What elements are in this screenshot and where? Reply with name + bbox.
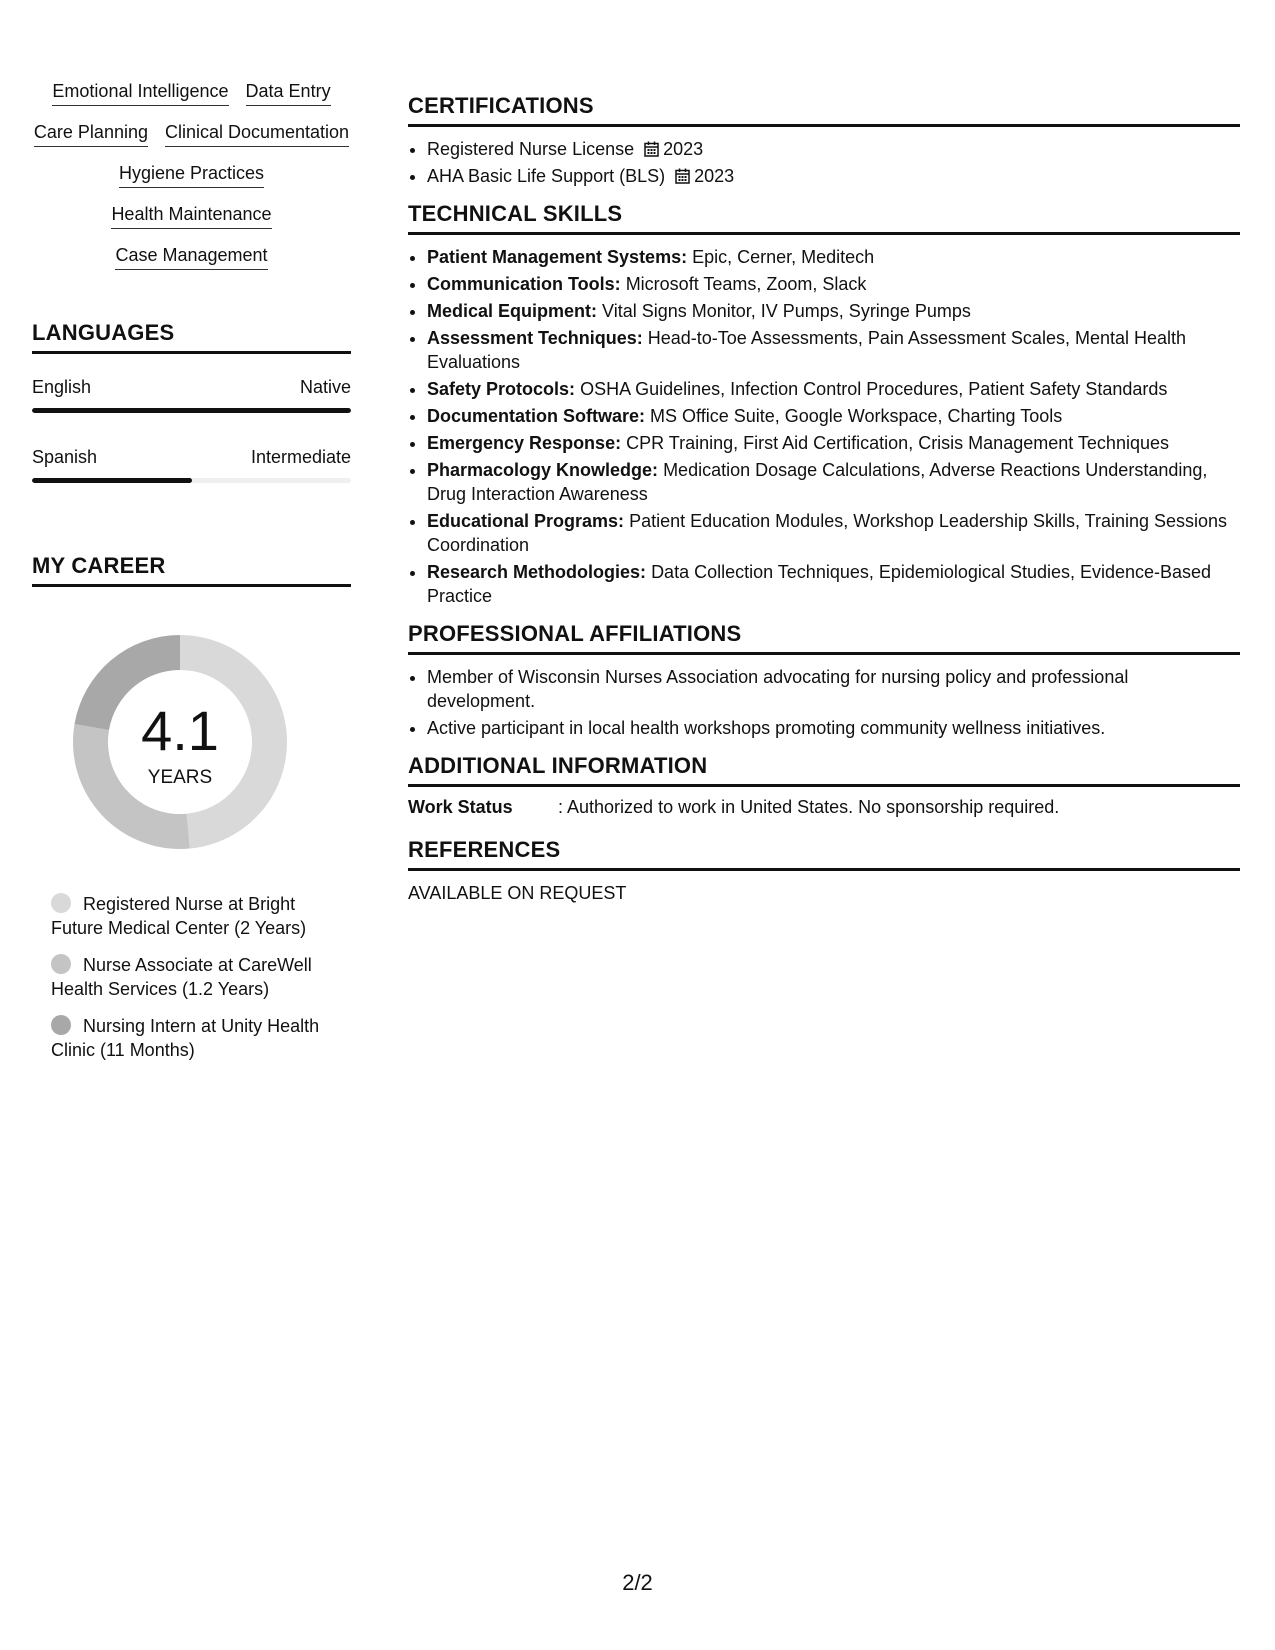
language-proficiency-bar <box>32 478 351 483</box>
legend-item <box>51 892 341 940</box>
skill-details: Vital Signs Monitor, IV Pumps, Syringe Pumps <box>602 301 971 321</box>
legend-item <box>51 1014 341 1062</box>
work-status-row <box>408 795 1240 819</box>
language-proficiency-bar <box>32 408 351 413</box>
language-spanish <box>32 446 351 483</box>
certification-year: 2023 <box>694 166 735 186</box>
certifications-list <box>408 137 1240 188</box>
certification-item <box>427 137 1240 161</box>
right-column <box>408 80 1240 905</box>
language-name: English <box>32 377 92 397</box>
skill-category: Assessment Techniques: <box>427 328 643 348</box>
references-title: REFERENCES <box>408 837 1240 871</box>
technical-skill-item <box>427 458 1240 506</box>
technical-skill-item <box>427 404 1240 428</box>
certification-year: 2023 <box>663 139 704 159</box>
left-column <box>32 80 351 1075</box>
career-title: MY CAREER <box>32 553 351 587</box>
career-unit: YEARS <box>147 767 213 788</box>
references-text: AVAILABLE ON REQUEST <box>408 883 627 903</box>
skill-tag: Case Management <box>115 244 267 270</box>
certification-name: AHA Basic Life Support (BLS) <box>427 166 666 186</box>
page-number: 2/2 <box>622 1570 653 1595</box>
legend-label: Nurse Associate at CareWell Health Services (1.2 Years) <box>51 955 312 999</box>
affiliation-item: • Active participant in local health workshops promoting community wellness initiatives. <box>427 716 1240 740</box>
skill-details: Data Collection Techniques, Epidemiological Studies, Evidence-Based Practice <box>427 562 1212 606</box>
skill-details: Head-to-Toe Assessments, Pain Assessment Scales, Mental Health Evaluations <box>427 328 1187 372</box>
work-status-value: : Authorized to work in United States. No sponsorship required. <box>558 797 1060 817</box>
legend-label: Nursing Intern at Unity Health Clinic (11 Months) <box>51 1016 320 1060</box>
skill-category: Medical Equipment: <box>427 301 598 321</box>
skill-category: Emergency Response: <box>427 433 622 453</box>
legend-dot-icon <box>51 1015 71 1035</box>
affiliation-item: • Member of Wisconsin Nurses Association advocating for nursing policy and professional development. <box>427 665 1240 713</box>
skill-category: Communication Tools: <box>427 274 621 294</box>
technical-skill-item <box>427 299 1240 323</box>
skill-details: CPR Training, First Aid Certification, Crisis Management Techniques <box>626 433 1169 453</box>
work-status-label: Work Status <box>408 797 513 817</box>
skill-tag: Health Maintenance <box>111 203 271 229</box>
languages-title: LANGUAGES <box>32 320 351 354</box>
career-donut-chart <box>65 627 295 857</box>
legend-dot-icon <box>51 954 71 974</box>
skill-category: Patient Management Systems: <box>427 247 688 267</box>
skill-tag: Clinical Documentation <box>165 121 349 147</box>
career-legend <box>51 892 341 1062</box>
technical-skill-item <box>427 509 1240 557</box>
technical-skill-item <box>427 245 1240 269</box>
skill-details: OSHA Guidelines, Infection Control Procedures, Patient Safety Standards <box>580 379 1168 399</box>
skill-category: Educational Programs: <box>427 511 625 531</box>
skill-tag: Hygiene Practices <box>119 162 264 188</box>
language-name: Spanish <box>32 447 98 467</box>
skill-category: Research Methodologies: <box>427 562 647 582</box>
skill-details: Patient Education Modules, Workshop Leadership Skills, Training Sessions Coordination <box>427 511 1228 555</box>
certifications-section <box>408 93 1240 188</box>
technical-skill-item <box>427 272 1240 296</box>
technical-skill-item <box>427 326 1240 374</box>
technical-skills-title: TECHNICAL SKILLS <box>408 201 1240 235</box>
technical-skill-item <box>427 377 1240 401</box>
references-section <box>408 837 1240 905</box>
career-total-years: 4.1 <box>141 699 219 762</box>
language-level: Native <box>299 377 351 397</box>
skill-tag: Care Planning <box>34 121 148 147</box>
skill-category: Documentation Software: <box>427 406 646 426</box>
calendar-icon <box>675 168 690 184</box>
affiliations-section <box>408 621 1240 740</box>
skill-details: Medication Dosage Calculations, Adverse Reactions Understanding, Drug Interaction Awareness <box>427 460 1208 504</box>
certification-item <box>427 164 1240 188</box>
calendar-icon <box>644 141 659 157</box>
legend-label: Registered Nurse at Bright Future Medical Center (2 Years) <box>51 894 307 938</box>
language-english <box>32 376 351 413</box>
certifications-title: CERTIFICATIONS <box>408 93 1240 127</box>
skill-tags <box>32 80 351 270</box>
language-proficiency-fill <box>32 408 351 413</box>
skill-category: Pharmacology Knowledge: <box>427 460 659 480</box>
affiliations-title: PROFESSIONAL AFFILIATIONS <box>408 621 1240 655</box>
technical-skills-section <box>408 201 1240 608</box>
technical-skills-list <box>408 245 1240 608</box>
technical-skill-item <box>427 431 1240 455</box>
additional-info-section <box>408 753 1240 819</box>
skill-details: Microsoft Teams, Zoom, Slack <box>625 274 867 294</box>
language-proficiency-fill <box>32 478 192 483</box>
additional-info-title: ADDITIONAL INFORMATION <box>408 753 1240 787</box>
languages-section <box>32 320 351 483</box>
legend-dot-icon <box>51 893 71 913</box>
legend-item <box>51 953 341 1001</box>
career-section <box>32 553 351 1062</box>
skill-category: Safety Protocols: <box>427 379 576 399</box>
language-level: Intermediate <box>250 447 351 467</box>
skill-tag: Emotional Intelligence <box>52 80 228 106</box>
skill-details: MS Office Suite, Google Workspace, Charting Tools <box>650 406 1063 426</box>
affiliations-list <box>408 665 1240 740</box>
technical-skill-item <box>427 560 1240 608</box>
skill-tag: Data Entry <box>246 80 331 106</box>
certification-name: Registered Nurse License <box>427 139 635 159</box>
skill-details: Epic, Cerner, Meditech <box>692 247 875 267</box>
